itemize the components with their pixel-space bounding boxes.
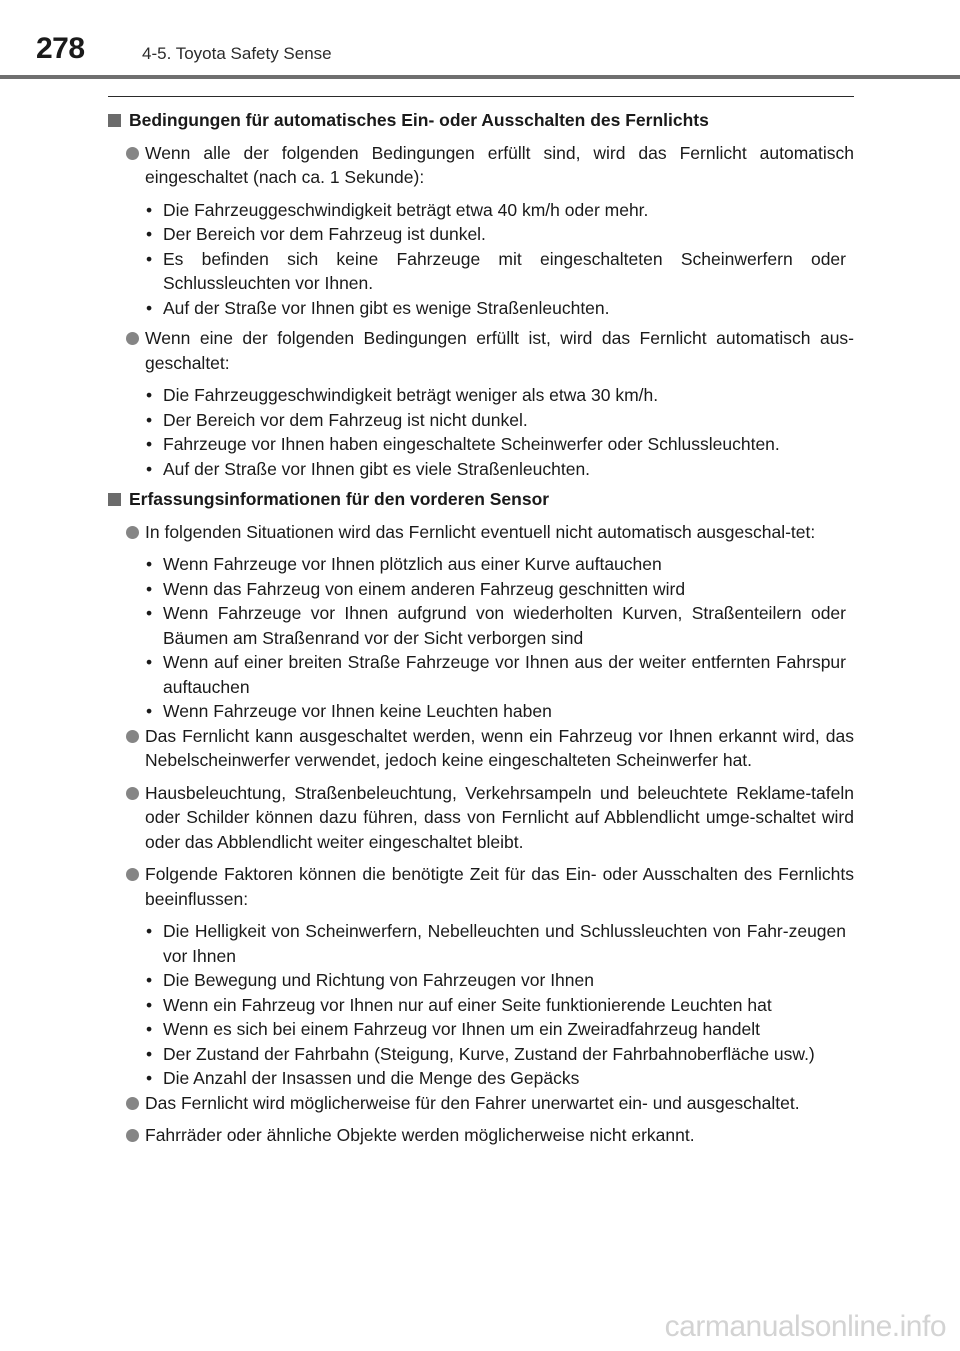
page-header [0,0,960,80]
bullet-dot-icon: • [146,434,153,454]
list-item [108,1123,854,1148]
section-heading-text: Erfassungsinformationen für den vorderen Sensor [129,489,550,509]
bullet-dot-icon: • [146,554,153,574]
bullet-dot-icon: • [146,921,153,941]
bullet-item: • Wenn das Fahrzeug von einem anderen Fahrzeug geschnitten wird [108,577,854,602]
bullet-item: • Der Bereich vor dem Fahrzeug ist dunkel. [108,222,854,247]
square-bullet-icon [108,114,121,127]
point-text: Wenn eine der folgenden Bedingungen erfüllt ist, wird das Fernlicht automatisch aus-geschaltet: [145,328,854,373]
bullet-list [108,383,854,481]
bullet-item: • Wenn es sich bei einem Fahrzeug vor Ihnen um ein Zweiradfahrzeug handelt [108,1017,854,1042]
bullet-item: • Die Anzahl der Insassen und die Menge des Gepäcks [108,1066,854,1091]
section-title: 4-5. Toyota Safety Sense [142,44,332,63]
circle-bullet-icon [126,730,139,743]
point-text: In folgenden Situationen wird das Fernlicht eventuell nicht automatisch ausgeschal-tet: [145,521,816,542]
circle-bullet-icon [126,868,139,881]
point-text: Das Fernlicht wird möglicherweise für den Fahrer unerwartet ein- und ausgeschaltet. [145,1092,800,1113]
bullet-item: • Wenn Fahrzeuge vor Ihnen aufgrund von wiederholten Kurven, Straßenteilern oder Bäumen am Straßenrand vor der Sicht verborgen sind [146,603,846,648]
bullet-item: • Der Zustand der Fahrbahn (Steigung, Kurve, Zustand der Fahrbahnoberfläche usw.) [108,1042,854,1067]
bullet-dot-icon: • [146,578,153,599]
bullet-item: • Die Helligkeit von Scheinwerfern, Nebelleuchten und Schlussleuchten von Fahr-zeugen vor Ihnen [146,921,846,966]
bullet-dot-icon: • [146,701,153,721]
point-text: Hausbeleuchtung, Straßenbeleuchtung, Verkehrsampeln und beleuchtete Reklame-tafeln oder Schilder können dazu führen, dass von Fernlicht auf Abblendlicht umge-schaltet wird oder das Abblendlicht weiter eingeschaltet bleibt. [145,782,854,852]
bullet-list [108,198,854,321]
bullet-item: • Wenn Fahrzeuge vor Ihnen plötzlich aus einer Kurve auftauchen [108,552,854,577]
bullet-dot-icon: • [146,199,153,220]
bullet-item: • Der Bereich vor dem Fahrzeug ist nicht dunkel. [108,408,854,433]
list-item [108,724,854,773]
watermark: carmanualsonline.info [664,1310,946,1343]
bullet-dot-icon: • [146,1019,153,1039]
bullet-dot-icon: • [146,652,153,672]
list-item [108,326,854,375]
circle-bullet-icon [126,1129,139,1142]
bullet-dot-icon: • [146,603,153,623]
list-item [108,862,854,911]
bullet-dot-icon: • [146,409,153,430]
bullet-item: • Auf der Straße vor Ihnen gibt es wenige Straßenleuchten. [108,296,854,321]
content-rule [108,96,854,97]
circle-bullet-icon [126,332,139,345]
bullet-dot-icon: • [146,1043,153,1064]
header-rule [0,75,960,79]
bullet-item: • Die Fahrzeuggeschwindigkeit beträgt weniger als etwa 30 km/h. [108,383,854,408]
page-number: 278 [36,32,85,65]
bullet-item: • Die Fahrzeuggeschwindigkeit beträgt etwa 40 km/h oder mehr. [108,198,854,223]
circle-bullet-icon [126,147,139,160]
bullet-item: • Die Bewegung und Richtung von Fahrzeugen vor Ihnen [108,968,854,993]
point-text: Folgende Faktoren können die benötigte Zeit für das Ein- oder Ausschalten des Fernlichts beeinflussen: [145,864,854,909]
bullet-item: • Es befinden sich keine Fahrzeuge mit eingeschalteten Scheinwerfern oder Schlussleuchten vor Ihnen. [146,248,846,293]
circle-bullet-icon [126,526,139,539]
list-item [108,1091,854,1116]
point-text: Wenn alle der folgenden Bedingungen erfüllt sind, wird das Fernlicht automatisch eingeschaltet (nach ca. 1 Sekunde): [145,142,854,187]
bullet-dot-icon: • [146,994,153,1015]
bullet-list [108,552,854,724]
bullet-dot-icon: • [146,224,153,244]
circle-bullet-icon [126,787,139,800]
list-item [108,141,854,190]
bullet-item: • Wenn auf einer breiten Straße Fahrzeuge vor Ihnen aus der weiter entfernten Fahrspur auftauchen [146,652,846,697]
bullet-item: • Fahrzeuge vor Ihnen haben eingeschaltete Scheinwerfer oder Schlussleuchten. [108,432,854,457]
bullet-item: • Wenn Fahrzeuge vor Ihnen keine Leuchten haben [108,699,854,724]
bullet-dot-icon: • [146,248,153,269]
point-text: Das Fernlicht kann ausgeschaltet werden, wenn ein Fahrzeug vor Ihnen erkannt wird, das Nebelscheinwerfer verwendet, jedoch keine eingeschalteten Scheinwerfer hat. [145,725,854,770]
bullet-dot-icon: • [146,385,153,405]
section-heading [108,108,854,133]
bullet-list [108,919,854,1091]
bullet-item: • Wenn ein Fahrzeug vor Ihnen nur auf einer Seite funktionierende Leuchten hat [108,993,854,1018]
point-text: Fahrräder oder ähnliche Objekte werden möglicherweise nicht erkannt. [145,1125,695,1145]
bullet-dot-icon: • [146,970,153,990]
page-content [108,108,854,1156]
list-item [108,520,854,545]
circle-bullet-icon [126,1097,139,1110]
list-item [108,781,854,855]
square-bullet-icon [108,493,121,506]
section-heading-text: Bedingungen für automatisches Ein- oder Ausschalten des Fernlichts [129,110,709,130]
bullet-item: • Auf der Straße vor Ihnen gibt es viele Straßenleuchten. [108,457,854,482]
bullet-dot-icon: • [146,297,153,318]
bullet-dot-icon: • [146,458,153,479]
section-heading [108,487,854,512]
bullet-dot-icon: • [146,1068,153,1088]
